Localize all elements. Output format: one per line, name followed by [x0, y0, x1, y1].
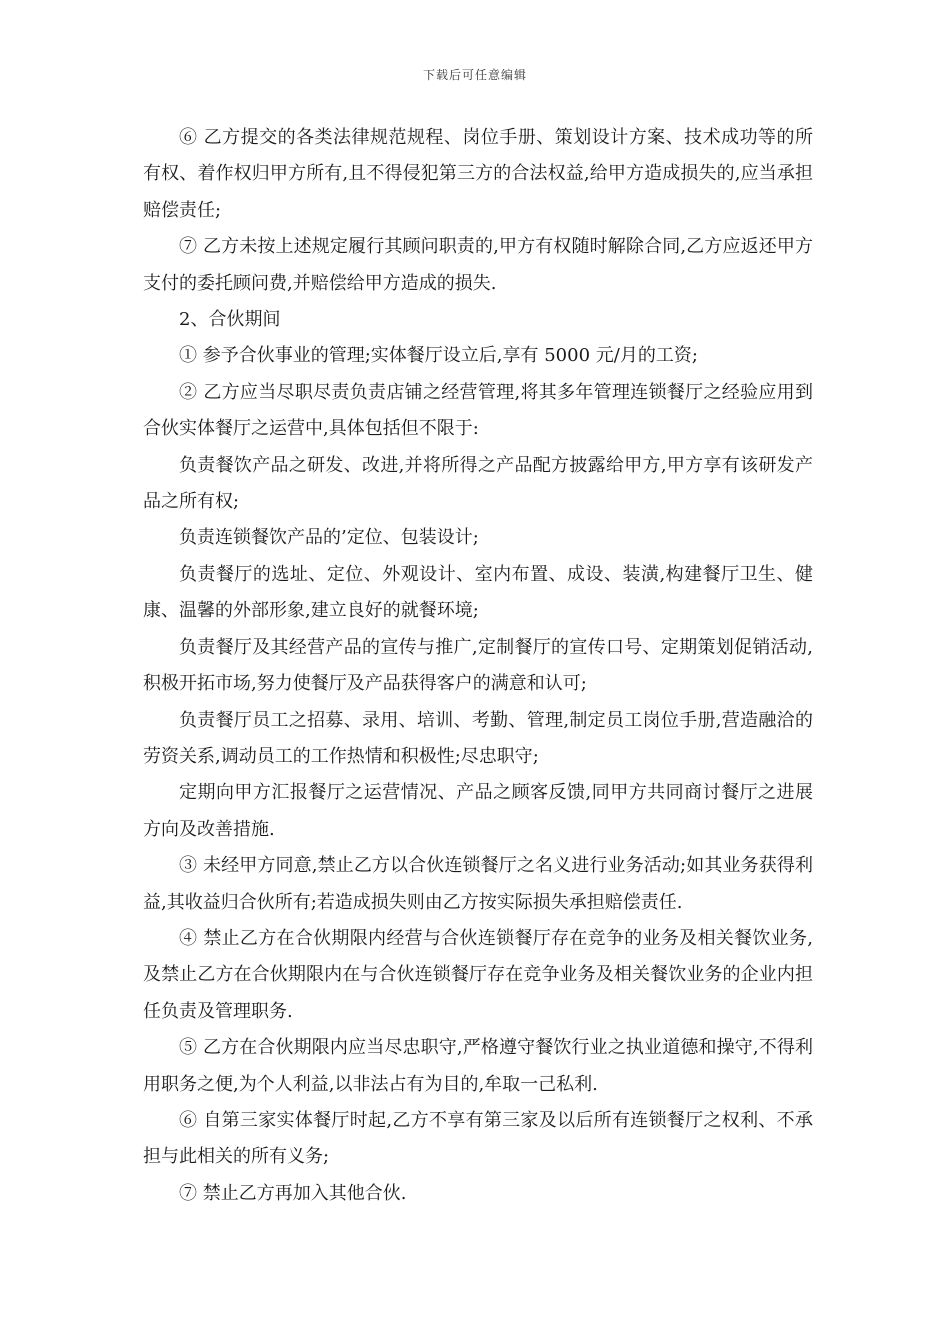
paragraph-1-salary: ① 参予合伙事业的管理;实体餐厅设立后,享有 5000 元/月的工资; [179, 345, 698, 367]
document-body [143, 120, 813, 1212]
paragraph-7-no-other-partnership: ⑦ 禁止乙方再加入其他合伙. [179, 1182, 407, 1204]
section-heading-partnership-period: 2、合伙期间 [179, 309, 281, 331]
paragraph-6-third-restaurant: ⑥ 自第三家实体餐厅时起,乙方不享有第三家及以后所有连锁餐厅之权利、不承担与此相关的所有义务; [143, 1109, 813, 1168]
duty-site-and-decoration: 负责餐厅的选址、定位、外观设计、室内布置、成设、装潢,构建餐厅卫生、健康、温馨的外部形象,建立良好的就餐环境; [143, 563, 813, 622]
paragraph-5-professional-ethics: ⑤ 乙方在合伙期限内应当尽忠职守,严格遵守餐饮行业之执业道德和操守,不得利用职务之便,为个人利益,以非法占有为目的,牟取一己私利. [143, 1037, 813, 1095]
duty-positioning-packaging: 负责连锁餐饮产品的’定位、包装设计; [179, 527, 479, 549]
paragraph-6-ip-ownership: ⑥ 乙方提交的各类法律规范规程、岗位手册、策划设计方案、技术成功等的所有权、着作权归甲方所有,且不得侵犯第三方的合法权益,给甲方造成损失的,应当承担赔偿责任; [143, 127, 813, 221]
duty-product-development: 负责餐饮产品之研发、改进,并将所得之产品配方披露给甲方,甲方享有该研发产品之所有权; [143, 454, 813, 513]
duty-promotion: 负责餐厅及其经营产品的宣传与推广,定制餐厅的宣传口号、定期策划促销活动,积极开拓市场,努力使餐厅及产品获得客户的满意和认可; [143, 636, 813, 695]
paragraph-4-non-compete: ④ 禁止乙方在合伙期限内经营与合伙连锁餐厅存在竞争的业务及相关餐饮业务,及禁止乙方在合伙期限内在与合伙连锁餐厅存在竞争业务及相关餐饮业务的企业内担任负责及管理职务. [143, 927, 813, 1022]
duty-reporting: 定期向甲方汇报餐厅之运营情况、产品之顾客反馈,同甲方共同商讨餐厅之进展方向及改善措施. [143, 782, 813, 840]
paragraph-7-termination: ⑦ 乙方未按上述规定履行其顾问职责的,甲方有权随时解除合同,乙方应返还甲方支付的委托顾问费,并赔偿给甲方造成的损失. [143, 236, 813, 294]
page-header: 下载后可任意编辑 [422, 68, 527, 82]
paragraph-2-management-duties: ② 乙方应当尽职尽责负责店铺之经营管理,将其多年管理连锁餐厅之经验应用到合伙实体餐厅之运营中,具体包括但不限于: [143, 381, 813, 440]
duty-staff-management: 负责餐厅员工之招募、录用、培训、考勤、管理,制定员工岗位手册,营造融洽的劳资关系,调动员工的工作热情和积极性;尽忠职守; [143, 709, 813, 767]
paragraph-3-business-activity: ③ 未经甲方同意,禁止乙方以合伙连锁餐厅之名义进行业务活动;如其业务获得利益,其收益归合伙所有;若造成损失则由乙方按实际损失承担赔偿责任. [143, 855, 813, 913]
